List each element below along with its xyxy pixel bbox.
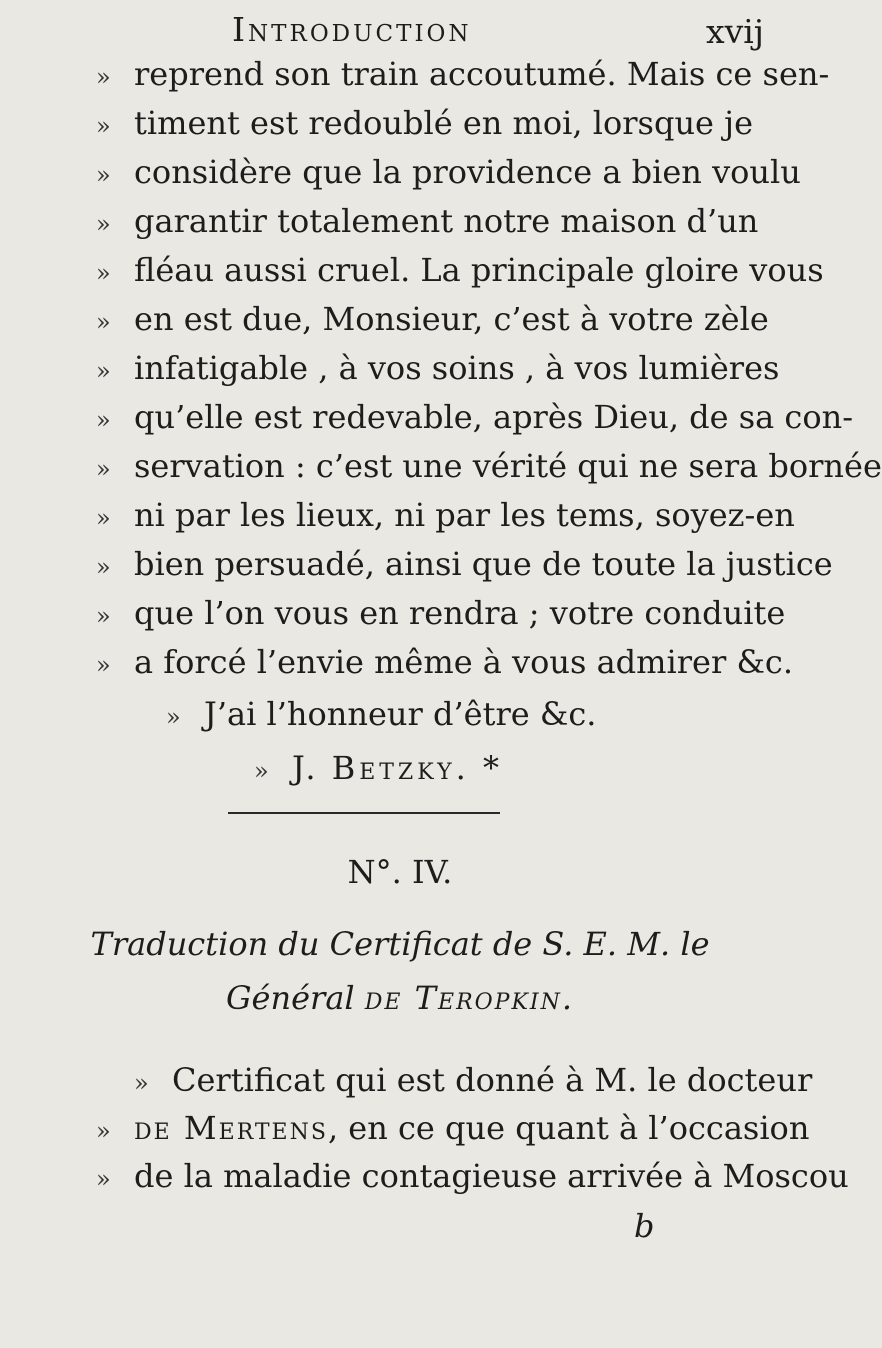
quote-mark: » [96,455,111,483]
page-number: xvij [706,12,765,51]
quote-mark: » [96,112,111,140]
line-text: garantir totalement notre maison d’un [134,202,759,240]
quote-mark: » [96,259,111,287]
quote-mark: » [96,651,111,679]
text-line [96,640,793,684]
quote-mark: » [96,63,111,91]
quote-mark: » [96,1165,111,1193]
text-line [134,1058,812,1102]
section-title-cont [0,976,800,1020]
line-text: a forcé l’envie même à vous admirer &c. [134,643,794,681]
section-title: Traduction du Certificat de S. E. M. le [90,925,710,963]
text-line [96,1106,809,1150]
text-line [96,150,801,194]
closing-line [166,692,596,736]
quote-mark: » [96,553,111,581]
quote-mark: » [96,504,111,532]
quote-mark: » [96,602,111,630]
quote-mark: » [96,210,111,238]
quote-mark: » [96,406,111,434]
text-line [96,591,785,635]
text-line [96,52,829,96]
text-line [96,1154,849,1198]
text-line [96,395,853,439]
text-line [96,493,795,537]
line-text: ni par les lieux, ni par les tems, soyez-en [134,496,795,534]
closing-text: J’ai l’honneur d’être &c. [204,695,597,733]
text-line [96,101,753,145]
section-title-part: Général [225,979,365,1017]
quote-mark: » [254,757,272,785]
quote-mark: » [96,161,111,189]
signature [254,746,502,790]
asterisk-mark: * [482,749,502,787]
text-line [96,444,882,488]
line-text-name: de Mertens [134,1109,328,1147]
quote-mark: » [134,1069,149,1097]
line-text: bien persuadé, ainsi que de toute la justice [134,545,833,583]
line-text: de la maladie contagieuse arrivée à Moscou [134,1157,849,1195]
line-text: fléau aussi cruel. La principale gloire vous [134,251,824,289]
quote-mark: » [96,357,111,385]
section-title-name: de Teropkin. [364,979,575,1017]
line-text: considère que la providence a bien voulu [134,153,801,191]
text-line [96,297,769,341]
line-text: timent est redoublé en moi, lorsque je [134,104,754,142]
page-header [0,4,800,56]
running-title: Introduction [232,10,472,49]
line-text: reprend son train accoutumé. Mais ce sen- [134,55,830,93]
text-line [96,346,779,390]
text-line [96,248,824,292]
text-line [96,199,758,243]
signature-name: Betzky. [331,749,470,787]
line-text: que l’on vous en rendra ; votre conduite [134,594,786,632]
line-text: qu’elle est redevable, après Dieu, de sa con- [134,398,854,436]
quote-mark: » [96,308,111,336]
section-number: N°. IV. [347,853,453,891]
text-line [96,542,833,586]
signature-mark: b [634,1207,655,1245]
quote-mark: » [96,1117,111,1145]
section-divider [228,812,500,814]
quote-mark: » [166,703,181,731]
line-text: infatigable , à vos soins , à vos lumières [134,349,780,387]
line-text: en est due, Monsieur, c’est à votre zèle [134,300,769,338]
line-text: servation : c’est une vérité qui ne sera bornée [134,447,882,485]
line-text: , en ce que quant à l’occasion [327,1109,810,1147]
signature-initial: J. [292,749,319,787]
line-text: Certificat qui est donné à M. le docteur [172,1061,813,1099]
